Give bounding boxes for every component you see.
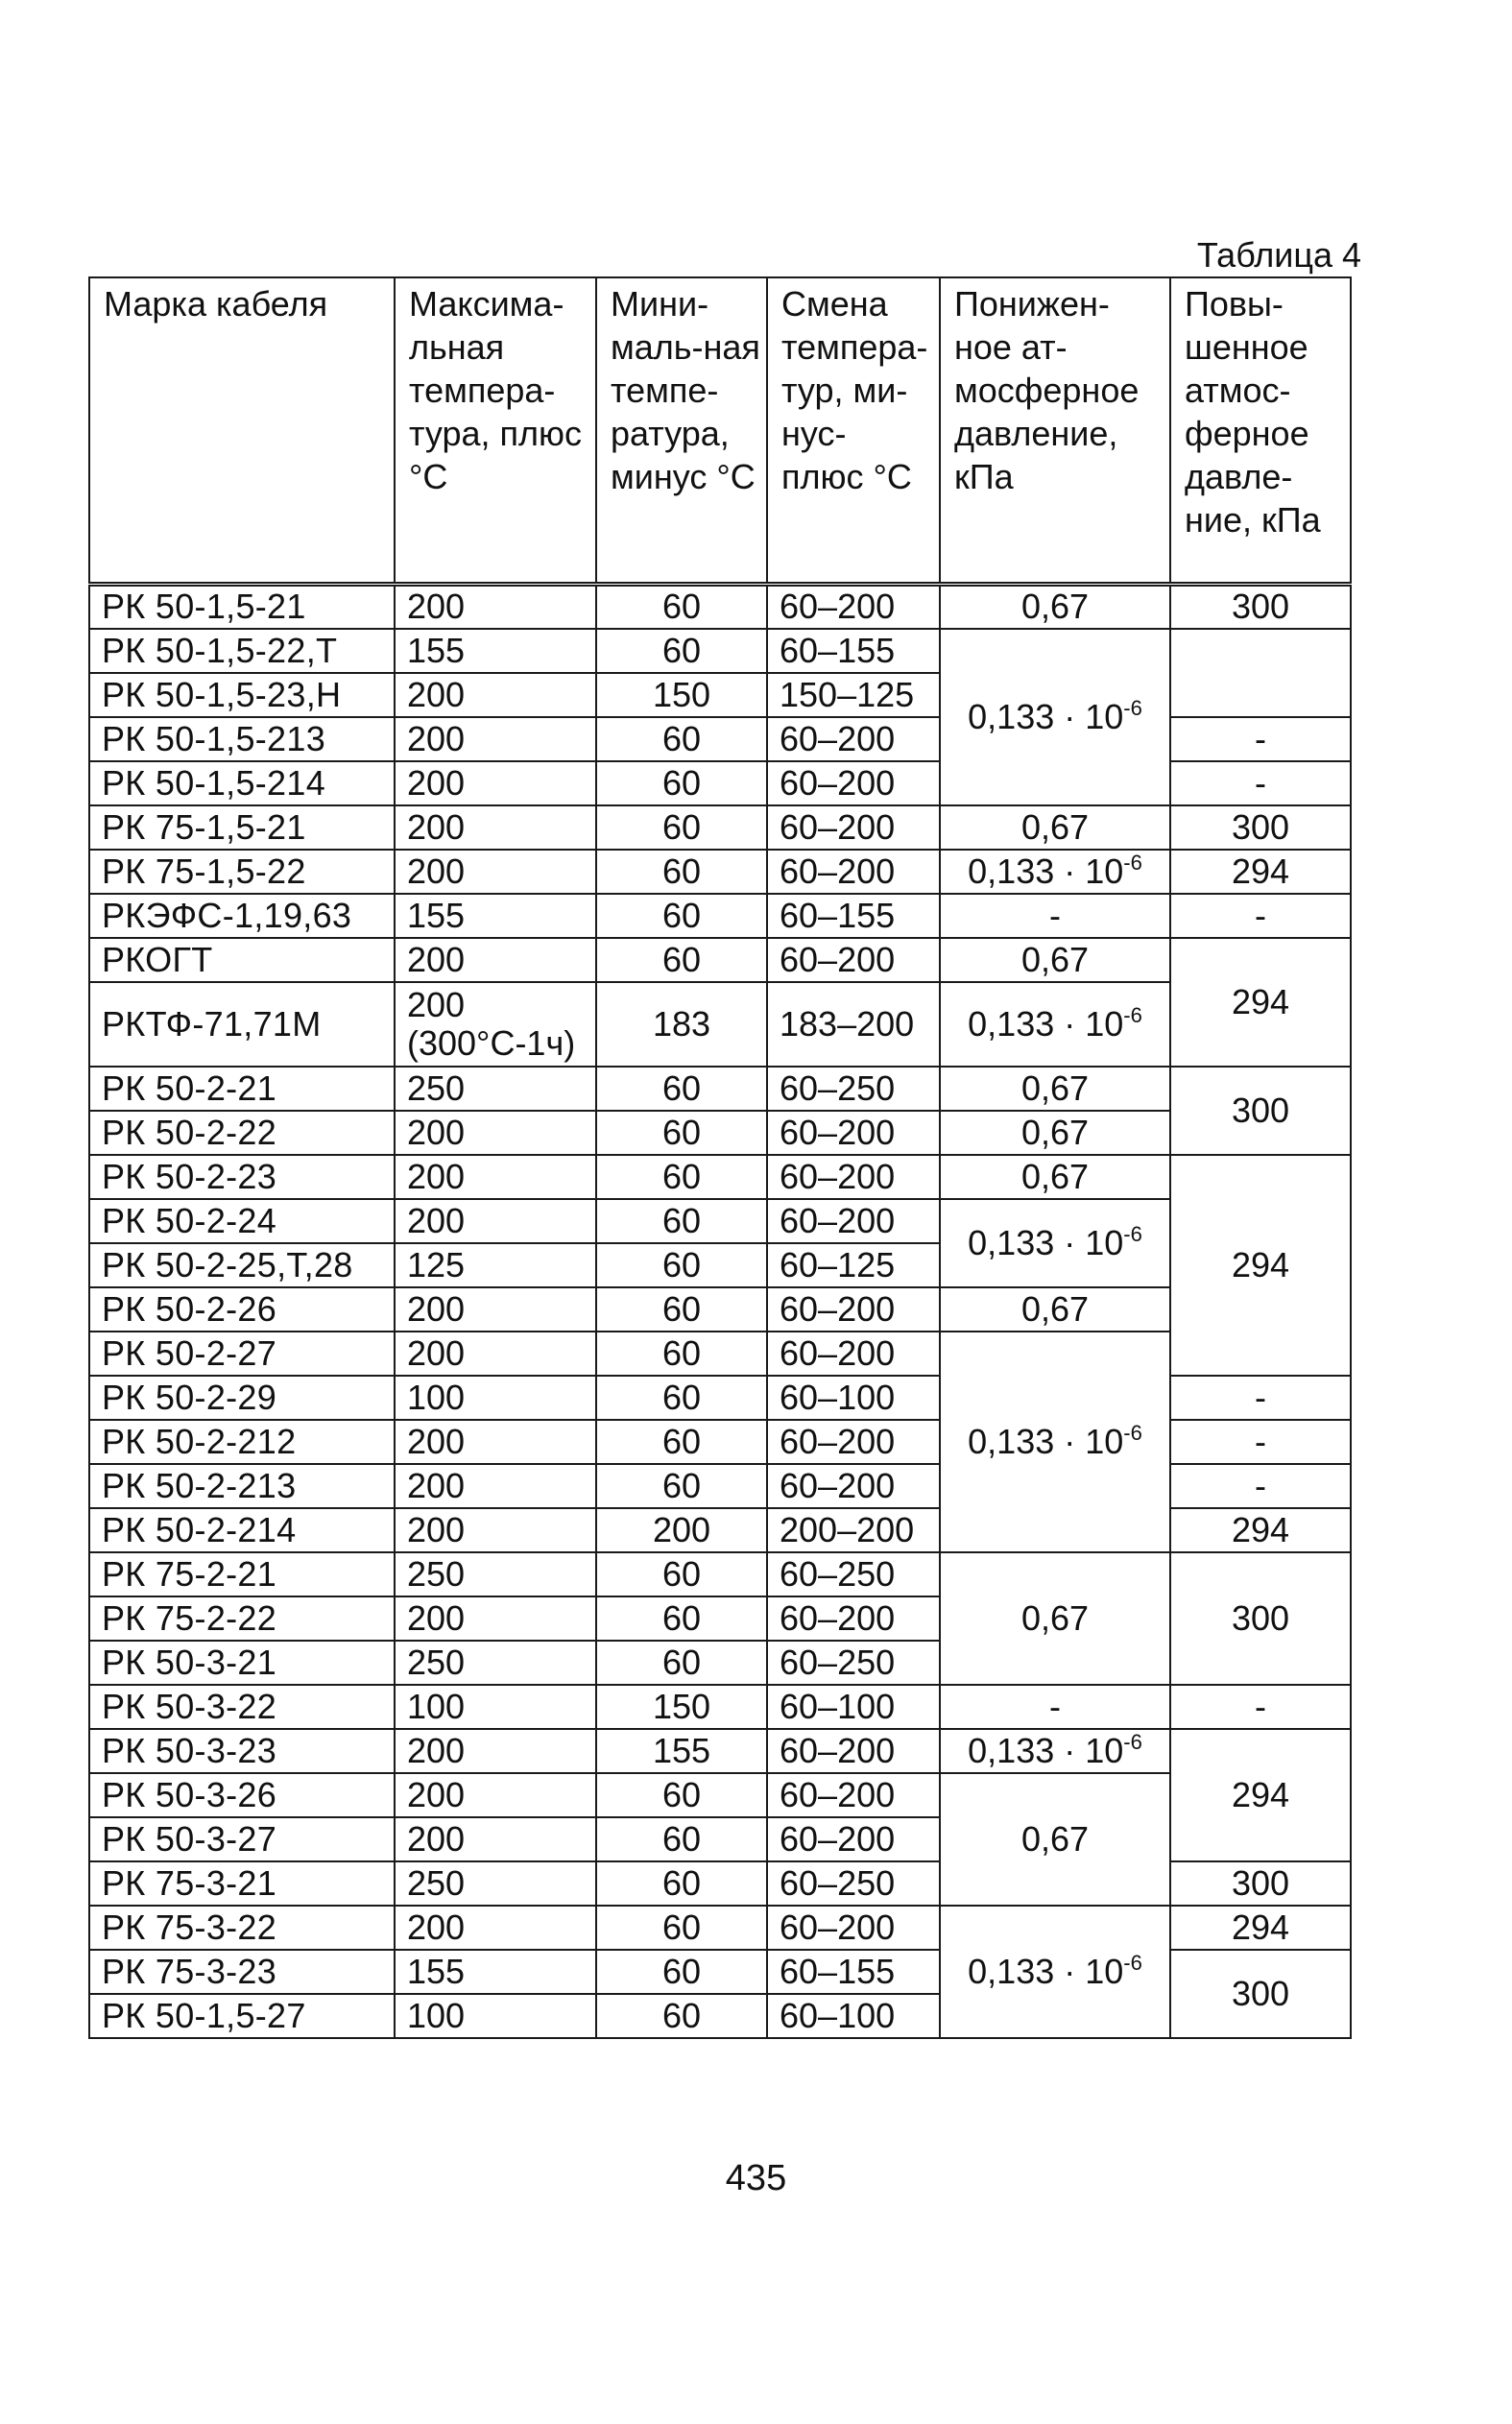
temp-range: 60–200 xyxy=(767,938,940,982)
low-pressure xyxy=(940,629,1170,805)
temp-range: 60–200 xyxy=(767,1111,940,1155)
max-temp: 155 xyxy=(395,629,596,673)
min-temp: 60 xyxy=(596,1420,767,1464)
exponent: -6 xyxy=(1123,1729,1142,1754)
exponent: -6 xyxy=(1123,1002,1142,1027)
low-pressure: 0,67 xyxy=(940,805,1170,850)
cable-mark: РК 50-3-23 xyxy=(89,1729,395,1773)
table-row xyxy=(89,585,1351,629)
cable-mark: РКОГТ xyxy=(89,938,395,982)
high-pressure: - xyxy=(1170,761,1351,805)
min-temp: 60 xyxy=(596,1376,767,1420)
max-temp: 200 xyxy=(395,1729,596,1773)
min-temp: 60 xyxy=(596,1332,767,1376)
low-pressure: 0,67 xyxy=(940,1287,1170,1332)
cable-mark: РК 50-2-21 xyxy=(89,1067,395,1111)
high-pressure: 300 xyxy=(1170,805,1351,850)
temp-range: 60–200 xyxy=(767,1464,940,1508)
max-temp: 200 xyxy=(395,1906,596,1950)
max-temp: 200 xyxy=(395,1332,596,1376)
min-temp: 150 xyxy=(596,1685,767,1729)
cable-mark: РК 75-1,5-22 xyxy=(89,850,395,894)
max-temp: 200 xyxy=(395,1111,596,1155)
max-temp: 200 xyxy=(395,585,596,629)
max-temp: 250 xyxy=(395,1641,596,1685)
header-temp-change: Смена темпера-тур, ми-нус- плюс °С xyxy=(767,277,940,585)
cable-mark: РК 50-1,5-213 xyxy=(89,717,395,761)
low-pressure xyxy=(940,850,1170,894)
temp-range: 60–200 xyxy=(767,1596,940,1641)
max-temp-value: 200 xyxy=(407,984,466,1024)
pressure-value: 0,133 · 10 xyxy=(968,851,1124,891)
temp-range: 60–200 xyxy=(767,585,940,629)
cable-mark: РК 50-2-26 xyxy=(89,1287,395,1332)
min-temp: 60 xyxy=(596,894,767,938)
table-row xyxy=(89,1906,1351,1950)
min-temp: 60 xyxy=(596,1641,767,1685)
pressure-value: 0,133 · 10 xyxy=(968,1421,1124,1461)
max-temp: 200 xyxy=(395,1464,596,1508)
temp-range: 60–200 xyxy=(767,1287,940,1332)
high-pressure: 294 xyxy=(1170,850,1351,894)
max-temp: 200 xyxy=(395,1420,596,1464)
cable-mark: РК 50-2-25,Т,28 xyxy=(89,1243,395,1287)
high-pressure: 294 xyxy=(1170,1906,1351,1950)
temp-range: 60–200 xyxy=(767,1773,940,1817)
page-number: 435 xyxy=(725,2158,787,2198)
pressure-value: 0,133 · 10 xyxy=(968,1222,1124,1262)
exponent: -6 xyxy=(1123,850,1142,875)
min-temp: 60 xyxy=(596,1243,767,1287)
min-temp: 60 xyxy=(596,1552,767,1596)
temp-range: 60–200 xyxy=(767,805,940,850)
cable-mark: РК 50-2-23 xyxy=(89,1155,395,1199)
header-max-temp: Максима-льная темпера-тура, плюс °С xyxy=(395,277,596,585)
low-pressure: 0,67 xyxy=(940,1067,1170,1111)
cable-mark: РК 50-2-27 xyxy=(89,1332,395,1376)
cable-mark: РК 50-1,5-27 xyxy=(89,1994,395,2038)
high-pressure: 300 xyxy=(1170,1861,1351,1906)
cable-mark: РК 50-2-22 xyxy=(89,1111,395,1155)
high-pressure: 294 xyxy=(1170,1508,1351,1552)
temp-range: 60–155 xyxy=(767,1950,940,1994)
max-temp: 200 xyxy=(395,1508,596,1552)
high-pressure: 300 xyxy=(1170,1067,1351,1155)
table-row xyxy=(89,1773,1351,1817)
temp-range: 60–200 xyxy=(767,1906,940,1950)
min-temp: 60 xyxy=(596,1817,767,1861)
temp-range: 60–155 xyxy=(767,629,940,673)
cable-mark: РК 50-2-29 xyxy=(89,1376,395,1420)
temp-range: 183–200 xyxy=(767,982,940,1067)
temp-range: 60–200 xyxy=(767,1420,940,1464)
low-pressure xyxy=(940,1199,1170,1287)
cable-mark: РК 50-2-214 xyxy=(89,1508,395,1552)
min-temp: 60 xyxy=(596,1861,767,1906)
high-pressure: - xyxy=(1170,1464,1351,1508)
table-row xyxy=(89,1287,1351,1332)
high-pressure-blank xyxy=(1170,629,1351,717)
temp-range: 60–200 xyxy=(767,850,940,894)
temp-range: 60–250 xyxy=(767,1067,940,1111)
high-pressure: - xyxy=(1170,1420,1351,1464)
temp-range: 60–200 xyxy=(767,1199,940,1243)
min-temp: 200 xyxy=(596,1508,767,1552)
pressure-value: 0,133 · 10 xyxy=(968,1003,1124,1044)
cable-mark: РК 50-1,5-23,Н xyxy=(89,673,395,717)
exponent: -6 xyxy=(1123,1950,1142,1975)
table-row xyxy=(89,1155,1351,1199)
low-pressure: - xyxy=(940,894,1170,938)
high-pressure: - xyxy=(1170,717,1351,761)
min-temp: 60 xyxy=(596,1199,767,1243)
header-low-pressure: Понижен-ное ат-мосферное давление, кПа xyxy=(940,277,1170,585)
cable-spec-table xyxy=(88,276,1352,2039)
table-row xyxy=(89,850,1351,894)
max-temp: 200 xyxy=(395,673,596,717)
min-temp: 60 xyxy=(596,1464,767,1508)
temp-range: 60–125 xyxy=(767,1243,940,1287)
max-temp: 200 xyxy=(395,1287,596,1332)
low-pressure xyxy=(940,982,1170,1067)
pressure-value: 0,133 · 10 xyxy=(968,1730,1124,1770)
min-temp: 60 xyxy=(596,1994,767,2038)
max-temp: 200 xyxy=(395,1773,596,1817)
max-temp: 200 xyxy=(395,1596,596,1641)
table-header-row xyxy=(89,277,1351,585)
max-temp: 200 xyxy=(395,1817,596,1861)
table-row xyxy=(89,1685,1351,1729)
low-pressure: 0,67 xyxy=(940,1552,1170,1685)
cable-mark: РК 75-2-22 xyxy=(89,1596,395,1641)
cable-mark: РК 75-3-23 xyxy=(89,1950,395,1994)
min-temp: 60 xyxy=(596,1596,767,1641)
min-temp: 60 xyxy=(596,761,767,805)
max-temp: 250 xyxy=(395,1861,596,1906)
table-row xyxy=(89,1199,1351,1243)
cable-mark: РК 75-2-21 xyxy=(89,1552,395,1596)
min-temp: 60 xyxy=(596,1111,767,1155)
temp-range: 150–125 xyxy=(767,673,940,717)
table-row xyxy=(89,938,1351,982)
cable-mark: РК 50-2-24 xyxy=(89,1199,395,1243)
min-temp: 60 xyxy=(596,1773,767,1817)
cable-mark: РКТФ-71,71М xyxy=(89,982,395,1067)
min-temp: 155 xyxy=(596,1729,767,1773)
header-cable-mark: Марка кабеля xyxy=(89,277,395,585)
cable-mark: РК 75-3-21 xyxy=(89,1861,395,1906)
low-pressure: 0,67 xyxy=(940,938,1170,982)
cable-mark: РК 50-2-213 xyxy=(89,1464,395,1508)
low-pressure: 0,67 xyxy=(940,585,1170,629)
min-temp: 60 xyxy=(596,1906,767,1950)
min-temp: 60 xyxy=(596,585,767,629)
cable-mark: РКЭФС-1,19,63 xyxy=(89,894,395,938)
max-temp xyxy=(395,982,596,1067)
cable-mark: РК 50-3-27 xyxy=(89,1817,395,1861)
table-row xyxy=(89,1552,1351,1596)
pressure-value: 0,133 · 10 xyxy=(968,696,1124,736)
temp-range: 60–250 xyxy=(767,1552,940,1596)
high-pressure: 294 xyxy=(1170,938,1351,1067)
low-pressure: 0,67 xyxy=(940,1111,1170,1155)
exponent: -6 xyxy=(1123,1221,1142,1246)
max-temp: 100 xyxy=(395,1376,596,1420)
table-row xyxy=(89,1067,1351,1111)
cable-mark: РК 75-1,5-21 xyxy=(89,805,395,850)
max-temp: 100 xyxy=(395,1994,596,2038)
table-row xyxy=(89,894,1351,938)
exponent: -6 xyxy=(1123,695,1142,720)
temp-range: 60–200 xyxy=(767,1817,940,1861)
cable-mark: РК 50-3-26 xyxy=(89,1773,395,1817)
max-temp: 100 xyxy=(395,1685,596,1729)
high-pressure: 300 xyxy=(1170,1552,1351,1685)
max-temp: 200 xyxy=(395,761,596,805)
low-pressure: 0,67 xyxy=(940,1773,1170,1906)
high-pressure: 294 xyxy=(1170,1729,1351,1861)
table-row xyxy=(89,1332,1351,1376)
max-temp: 250 xyxy=(395,1552,596,1596)
header-min-temp: Мини-маль-ная темпе-ратура, минус °С xyxy=(596,277,767,585)
max-temp: 155 xyxy=(395,894,596,938)
temp-range: 60–200 xyxy=(767,761,940,805)
low-pressure xyxy=(940,1729,1170,1773)
high-pressure: 294 xyxy=(1170,1155,1351,1376)
temp-range: 60–200 xyxy=(767,1155,940,1199)
max-temp: 250 xyxy=(395,1067,596,1111)
min-temp: 150 xyxy=(596,673,767,717)
temp-range: 60–250 xyxy=(767,1861,940,1906)
temp-range: 60–100 xyxy=(767,1685,940,1729)
low-pressure xyxy=(940,1906,1170,2038)
temp-range: 200–200 xyxy=(767,1508,940,1552)
high-pressure: 300 xyxy=(1170,585,1351,629)
temp-range: 60–155 xyxy=(767,894,940,938)
table-row xyxy=(89,1111,1351,1155)
cable-mark: РК 50-2-212 xyxy=(89,1420,395,1464)
min-temp: 60 xyxy=(596,1067,767,1111)
min-temp: 60 xyxy=(596,850,767,894)
cable-mark: РК 50-1,5-22,Т xyxy=(89,629,395,673)
min-temp: 183 xyxy=(596,982,767,1067)
min-temp: 60 xyxy=(596,717,767,761)
low-pressure: 0,67 xyxy=(940,1155,1170,1199)
cable-mark: РК 50-1,5-21 xyxy=(89,585,395,629)
table-row xyxy=(89,1729,1351,1773)
min-temp: 60 xyxy=(596,805,767,850)
max-temp: 200 xyxy=(395,805,596,850)
temp-range: 60–200 xyxy=(767,1332,940,1376)
max-temp: 200 xyxy=(395,717,596,761)
pressure-value: 0,133 · 10 xyxy=(968,1951,1124,1991)
high-pressure: - xyxy=(1170,894,1351,938)
cable-mark: РК 75-3-22 xyxy=(89,1906,395,1950)
cable-mark: РК 50-3-22 xyxy=(89,1685,395,1729)
low-pressure xyxy=(940,1332,1170,1552)
min-temp: 60 xyxy=(596,1155,767,1199)
temp-range: 60–200 xyxy=(767,1729,940,1773)
low-pressure: - xyxy=(940,1685,1170,1729)
min-temp: 60 xyxy=(596,1950,767,1994)
table-row xyxy=(89,629,1351,673)
max-temp: 125 xyxy=(395,1243,596,1287)
min-temp: 60 xyxy=(596,629,767,673)
temp-range: 60–200 xyxy=(767,717,940,761)
exponent: -6 xyxy=(1123,1420,1142,1445)
header-high-pressure: Повы-шенное атмос-ферное давле-ние, кПа xyxy=(1170,277,1351,585)
cable-mark: РК 50-3-21 xyxy=(89,1641,395,1685)
high-pressure: - xyxy=(1170,1376,1351,1420)
max-temp: 200 xyxy=(395,850,596,894)
temp-range: 60–250 xyxy=(767,1641,940,1685)
max-temp-note: (300°С-1ч) xyxy=(407,1022,576,1063)
min-temp: 60 xyxy=(596,1287,767,1332)
min-temp: 60 xyxy=(596,938,767,982)
table-caption: Таблица 4 xyxy=(1196,235,1361,275)
table-row xyxy=(89,982,1351,1067)
temp-range: 60–100 xyxy=(767,1994,940,2038)
high-pressure: - xyxy=(1170,1685,1351,1729)
cable-mark: РК 50-1,5-214 xyxy=(89,761,395,805)
max-temp: 155 xyxy=(395,1950,596,1994)
max-temp: 200 xyxy=(395,938,596,982)
max-temp: 200 xyxy=(395,1155,596,1199)
high-pressure: 300 xyxy=(1170,1950,1351,2038)
table-row xyxy=(89,805,1351,850)
temp-range: 60–100 xyxy=(767,1376,940,1420)
max-temp: 200 xyxy=(395,1199,596,1243)
